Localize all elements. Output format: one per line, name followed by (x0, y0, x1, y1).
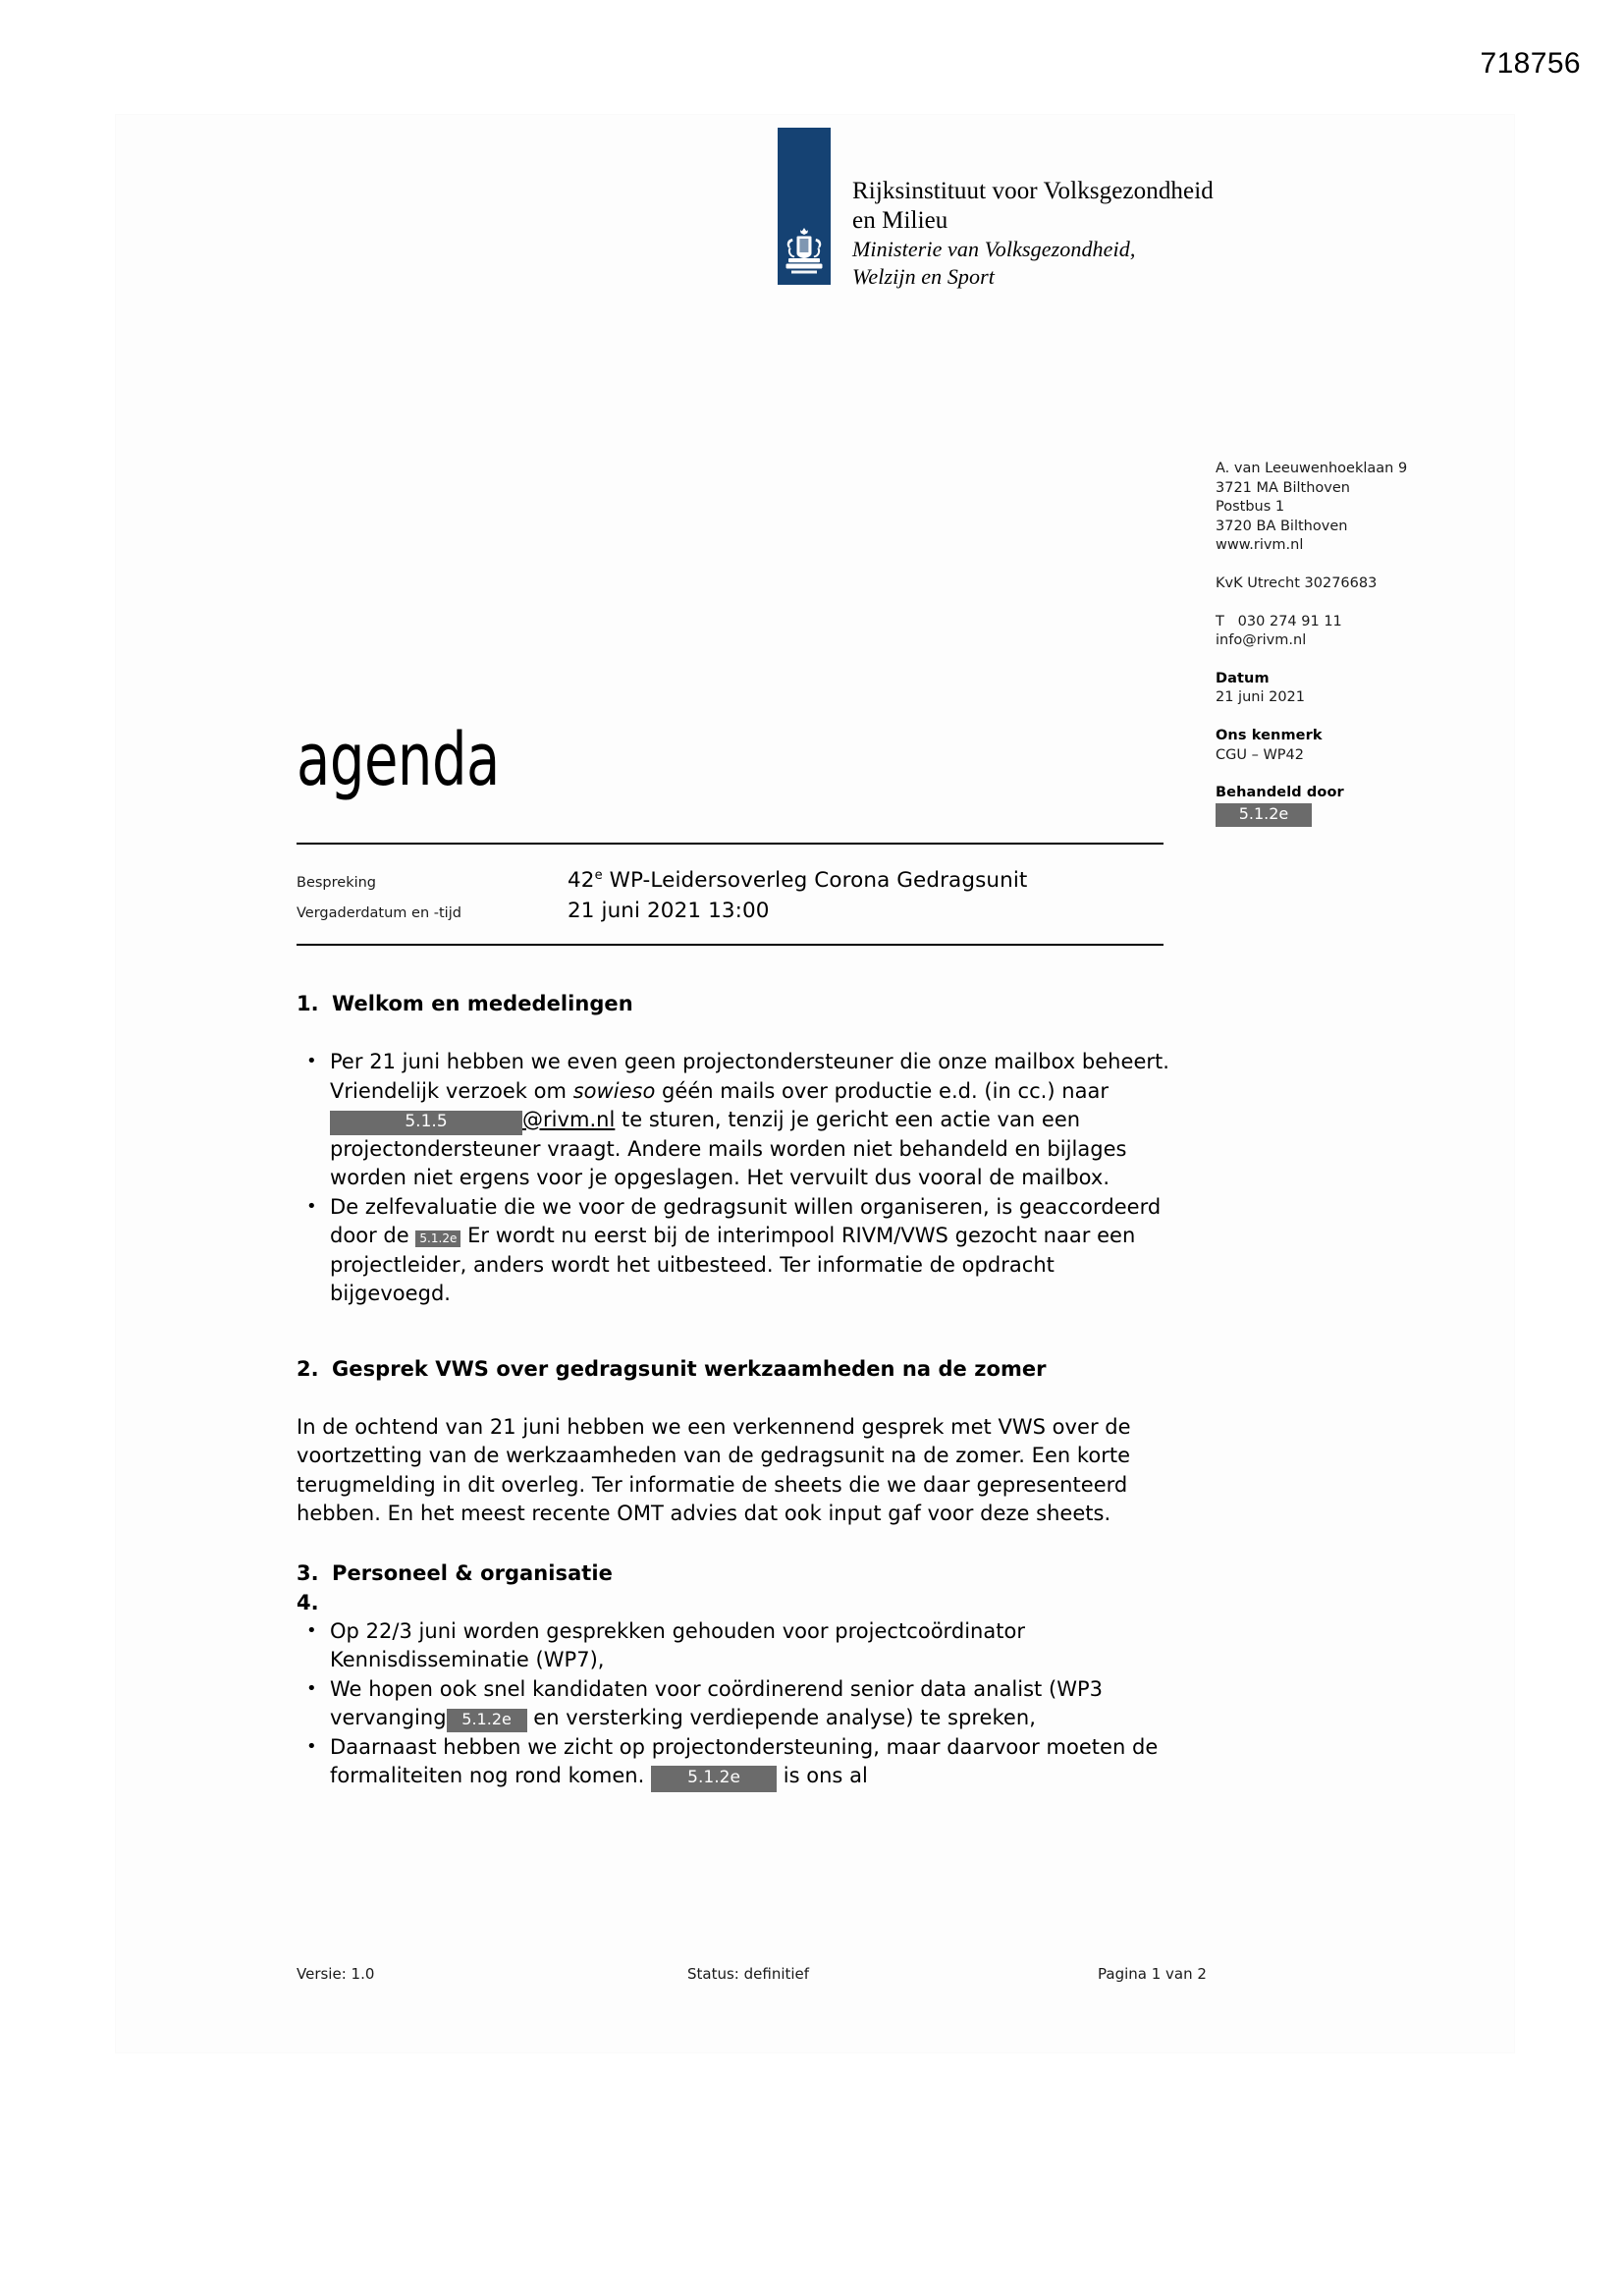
meeting-subject-value (568, 868, 1027, 893)
website-line: www.rivm.nl (1216, 537, 1304, 554)
spacer (297, 1018, 1180, 1048)
section-title: Welkom en mededelingen (332, 992, 633, 1015)
meeting-number: 42 (568, 868, 595, 894)
meeting-datetime-label: Vergaderdatum en -tijd (297, 905, 461, 921)
meeting-datetime-value: 21 juni 2021 13:00 (568, 899, 770, 923)
spacer (297, 1529, 1180, 1558)
address-line: 3720 BA Bilthoven (1216, 518, 1348, 534)
logo-wordmark (852, 177, 1314, 291)
list-item (297, 1733, 1180, 1791)
redaction-box: 5.1.5 (330, 1111, 522, 1135)
document-meta-column (1216, 460, 1490, 827)
address-block (1216, 460, 1490, 556)
meeting-details (297, 868, 1180, 929)
section-1-bullets (297, 1048, 1180, 1309)
logo-ministry-line-2: Welzijn en Sport (852, 264, 996, 289)
date-label: Datum (1216, 670, 1270, 686)
reference-label: Ons kenmerk (1216, 727, 1323, 743)
bullet-text: Er wordt nu eerst bij de interimpool RIVM/VWS gezocht naar een projectleider, anders wordt het uitbesteed. Ter informatie de opdracht bijgevoegd. (330, 1224, 1136, 1305)
meeting-number-suffix: e (594, 868, 603, 883)
bullet-text: We hopen ook snel kandidaten voor coördinerend senior data analist (WP3 vervanging (330, 1676, 1104, 1729)
list-item (297, 1193, 1180, 1309)
list-item (297, 1675, 1180, 1733)
meeting-subject-row (297, 868, 1180, 899)
emphasis-text: sowieso (572, 1078, 656, 1103)
divider-top (297, 843, 1164, 845)
footer-status: Status: definitief (687, 1965, 810, 1983)
footer-version: Versie: 1.0 (297, 1965, 375, 1983)
bullet-text: en versterking verdiepende analyse) te spreken, (526, 1706, 1036, 1729)
address-line: 3721 MA Bilthoven (1216, 479, 1350, 496)
dutch-coat-of-arms-icon (784, 226, 825, 277)
kvk-block (1216, 574, 1490, 594)
section-heading-1 (297, 989, 1180, 1018)
redaction-box: 5.1.2e (447, 1709, 527, 1732)
contact-block (1216, 613, 1490, 651)
spacer (297, 1384, 1180, 1413)
bullet-text: De zelfevaluatie die we voor de gedragsunit willen organiseren, is geaccordeerd door de (330, 1194, 1162, 1247)
logo-org-line-1: Rijksinstituut voor Volksgezondheid (852, 178, 1214, 204)
section-heading-3 (297, 1558, 1180, 1588)
section-number: 3. (297, 1560, 319, 1585)
address-line: A. van Leeuwenhoeklaan 9 (1216, 461, 1408, 476)
redaction-box: 5.1.2e (1216, 803, 1312, 827)
footer-page: Pagina 1 van 2 (1098, 1965, 1207, 1983)
redaction-box: 5.1.2e (651, 1766, 777, 1792)
list-item: • Op 22/3 juni worden gesprekken gehouden voor projectcoördinator Kennisdisseminatie (WP7), (297, 1617, 1180, 1675)
redaction-box: 5.1.2e (415, 1230, 460, 1247)
handled-by-block (1216, 784, 1490, 826)
meeting-subject-label: Bespreking (297, 875, 377, 892)
section-title: Gesprek VWS over gedragsunit werkzaamheden na de zomer (332, 1356, 1047, 1381)
page-title: agenda (297, 718, 500, 802)
document-id-number: 718756 (1480, 47, 1581, 80)
address-line: Postbus 1 (1216, 499, 1285, 516)
meeting-subject-text: WP-Leidersoverleg Corona Gedragsunit (602, 868, 1028, 894)
section-number: 2. (297, 1356, 319, 1381)
list-item (297, 1048, 1180, 1193)
section-number: 4. (297, 1590, 319, 1614)
bullet-text: géén mails over productie e.d. (in cc.) naar (655, 1078, 1110, 1103)
date-value: 21 juni 2021 (1216, 689, 1306, 706)
bullet-text: is ons al (777, 1764, 868, 1787)
phone-line: T 030 274 91 11 (1216, 613, 1342, 629)
logo-ministry-line-1: Ministerie van Volksgezondheid, (852, 237, 1136, 261)
section-title: Personeel & organisatie (332, 1560, 613, 1585)
date-block (1216, 670, 1490, 708)
email-domain-link[interactable]: @rivm.nl (522, 1108, 616, 1131)
spacer (297, 1309, 1180, 1354)
email-line: info@rivm.nl (1216, 632, 1307, 649)
section-4-bullets (297, 1617, 1180, 1791)
handled-by-label: Behandeld door (1216, 785, 1344, 801)
meeting-datetime-row (297, 899, 1180, 929)
divider-bottom (297, 944, 1164, 946)
rivm-logo (778, 128, 1327, 289)
page-footer (297, 1965, 1278, 1987)
section-number: 1. (297, 992, 319, 1015)
bullet-text: Daarnaast hebben we zicht op projectondersteuning, maar daarvoor moeten de formaliteiten nog rond komen. (330, 1734, 1159, 1787)
agenda-body (297, 989, 1180, 1791)
bullet-text: Per 21 juni hebben we even geen projectondersteuner die onze mailbox beheert. Vriendelijk verzoek om (330, 1050, 1169, 1103)
reference-value: CGU – WP42 (1216, 746, 1304, 763)
bullet-text: te sturen, tenzij je gericht een actie van een projectondersteuner vraagt. Andere mails worden niet behandeld en bijlages worden niet ergens voor je opgeslagen. Het vervuilt dus vooral de mailbox. (330, 1108, 1127, 1189)
section-heading-4 (297, 1588, 1180, 1617)
logo-org-line-2: en Milieu (852, 207, 948, 234)
section-2-paragraph: In de ochtend van 21 juni hebben we een verkennend gesprek met VWS over de voortzetting van de werkzaamheden van de gedragsunit na de zomer. Een korte terugmelding in dit overleg. Ter informatie de sheets die we daar gepresenteerd hebben. En het meest recente OMT advies dat ook input gaf voor deze sheets. (297, 1414, 1131, 1525)
kvk-number: KvK Utrecht 30276683 (1216, 574, 1378, 591)
reference-block (1216, 727, 1490, 765)
section-heading-2 (297, 1354, 1180, 1384)
